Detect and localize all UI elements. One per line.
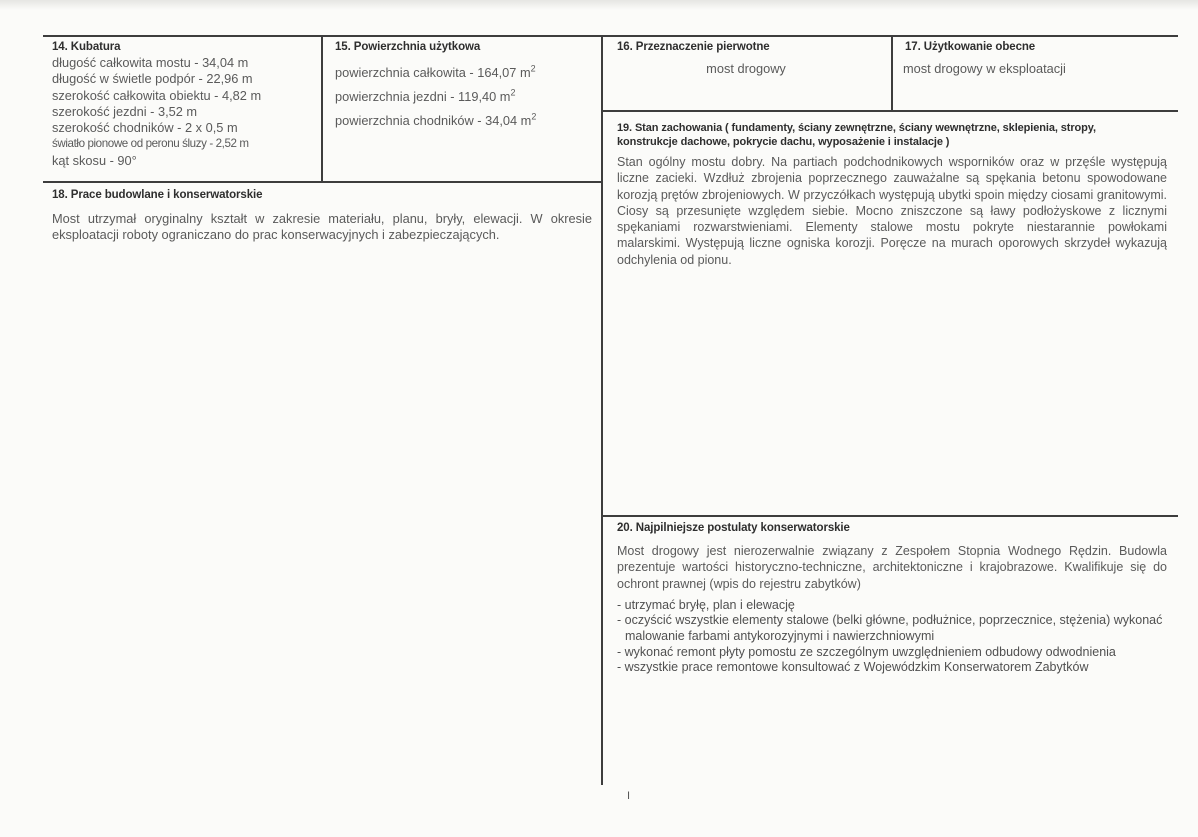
section-20-title: 20. Najpilniejsze postulaty konserwatorskie [617,522,850,534]
section-19-title-line1: 19. Stan zachowania ( fundamenty, ściany zewnętrzne, ściany wewnętrzne, sklepienia, stropy, [617,122,1096,134]
section-19-condition [617,122,1167,268]
section-20-postulates [617,522,1167,676]
section-14-cubature [52,41,320,169]
center-divider [601,35,603,785]
original-purpose-value: most drogowy [706,61,786,76]
works-text: Most utrzymał oryginalny kształt w zakresie materiału, planu, bryły, elewacji. W okresie eksploatacji roboty ograniczano do prac konserwacyjnych i zabezpieczających. [52,211,592,243]
page-mark: I [627,790,631,802]
area-line: powierzchnia jezdni - 119,40 $m^2$ [335,87,516,104]
area-line: powierzchnia całkowita - 164,07 $m^2$ [335,63,536,80]
scan-top-shadow [0,0,1198,10]
cubature-line: długość całkowita mostu - 34,04 m [52,55,249,70]
section-17-current-use [905,41,1175,77]
list-item: - utrzymać bryłę, plan i elewację [617,597,795,612]
top-border-right [602,35,1178,37]
current-use-value: most drogowy w eksploatacji [903,61,1066,76]
section-19-title-line2: konstrukcje dachowe, pokrycie dachu, wyposażenie i instalacje ) [617,136,950,148]
postulates-list [617,598,1167,676]
divider-top-row-left [43,181,602,183]
section-18-title: 18. Prace budowlane i konserwatorskie [52,189,263,201]
divider-16-17 [891,35,893,111]
section-15-usable-area [335,41,599,133]
cubature-line: szerokość całkowita obiektu - 4,82 m [52,87,262,103]
section-16-title: 16. Przeznaczenie pierwotne [617,41,770,53]
area-line: powierzchnia chodników - 34,04 $m^2$ [335,111,537,128]
divider-16-19 [602,110,1178,112]
cubature-line: światło pionowe od peronu śluzy - 2,52 m [52,137,249,151]
list-item: - oczyścić wszystkie elementy stalowe (belki główne, podłużnice, poprzecznice, stężenia) wykonać malowanie farbami antykorozyjnymi i nawierzchniowymi [617,613,1163,644]
section-15-title: 15. Powierzchnia użytkowa [335,41,481,53]
section-16-original-purpose [617,41,889,77]
divider-14-15 [321,35,323,182]
postulates-intro: Most drogowy jest nierozerwalnie związany z Zespołem Stopnia Wodnego Rędzin. Budowla prezentuje wartości historyczno-techniczne, architektoniczne i krajobrazowe. Kwalifikuje się do ochront prawnej (wpis do rejestru zabytków) [617,544,1167,591]
list-item: - wykonać remont płyty pomostu ze szczególnym uwzględnieniem odbudowy odwodnienia [617,644,1116,659]
section-18-works [52,189,592,244]
section-14-title: 14. Kubatura [52,41,121,53]
cubature-line: szerokość jezdni - 3,52 m [52,103,198,119]
cubature-line: szerokość chodników - 2 x 0,5 m [52,120,238,136]
section-17-title: 17. Użytkowanie obecne [905,41,1036,53]
divider-19-20 [602,515,1178,517]
condition-text: Stan ogólny mostu dobry. Na partiach podchodnikowych wsporników oraz w przęśle występują liczne zacieki. Wzdłuż zbrojenia poprzecznego zauważalne są spękania betonu spowodowane korozją prętów zbrojeniowych. W przyczółkach występują ubytki spoin między ciosami granitowymi. Ciosy są przesunięte względem siebie. Mocno zniszczone są ławy podłożyskowe z licznymi spękaniami rozwarstwieniami. Elementy stalowe mostu pokryte niestarannie powłokami malarskimi. Występują liczne ogniska korozji. Poręcze na murach oporowych skrzydeł wykazują odchylenia od pionu. [617,155,1167,267]
cubature-line: kąt skosu - 90° [52,152,137,168]
cubature-line: długość w świetle podpór - 22,96 m [52,71,253,87]
list-item: - wszystkie prace remontowe konsultować z Wojewódzkim Konserwatorem Zabytków [617,660,1089,675]
